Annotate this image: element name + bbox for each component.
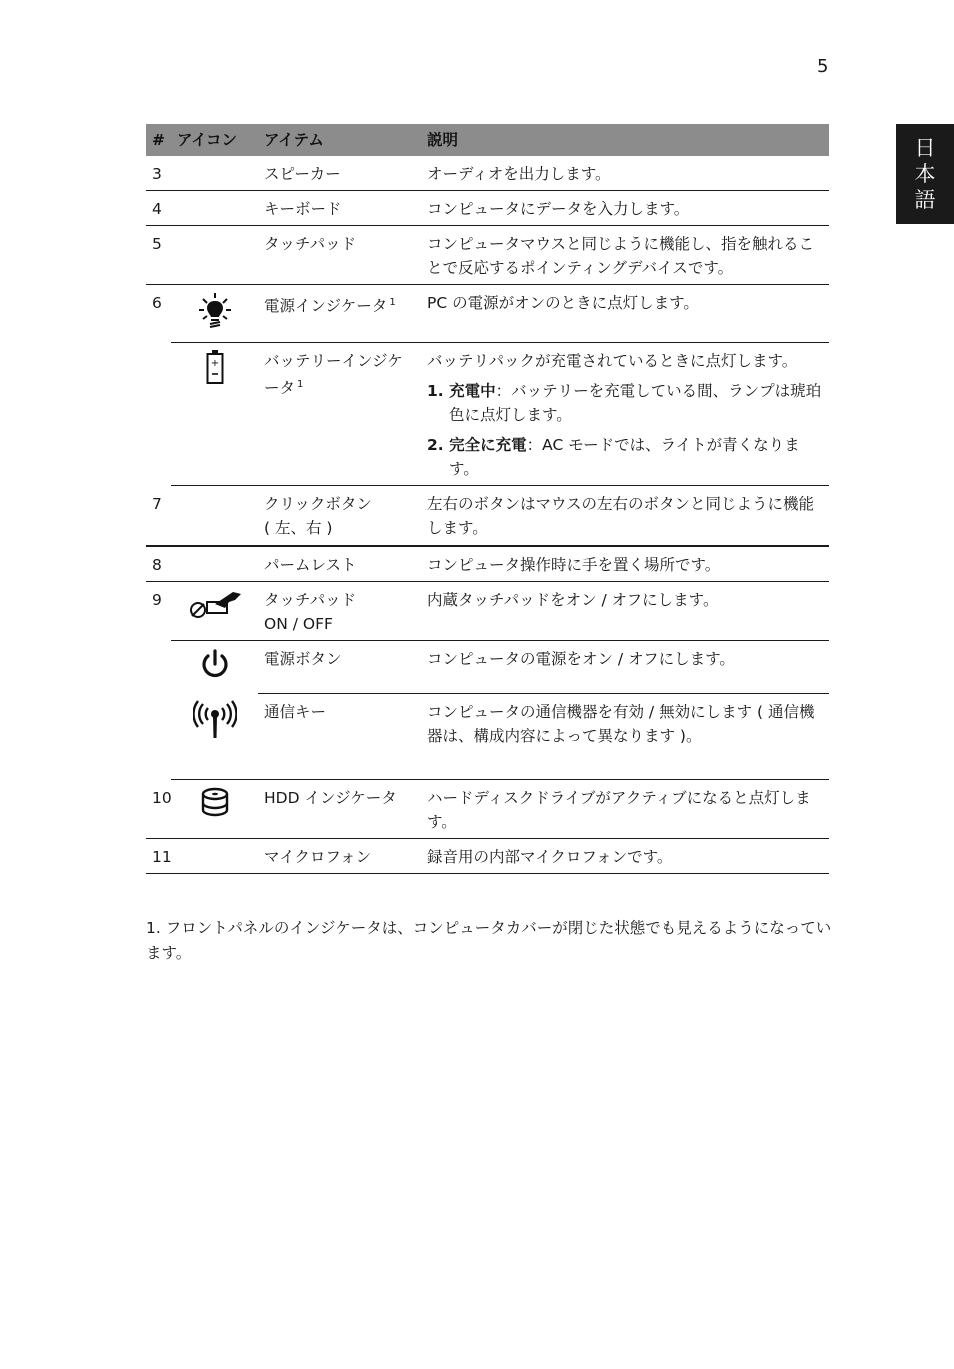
language-tab xyxy=(896,124,954,224)
table-row xyxy=(146,581,829,640)
power-indicator-icon xyxy=(198,291,232,331)
page-number: 5 xyxy=(817,56,829,77)
row-item: タッチパッド xyxy=(258,226,421,285)
note-label: 完全に充電 xyxy=(449,436,527,454)
power-button-icon xyxy=(198,647,232,683)
item-label: バッテリーインジケータ xyxy=(264,352,403,397)
row-item: パームレスト xyxy=(258,546,421,582)
row-desc: コンピュータの電源をオン / オフにします。 xyxy=(421,640,829,694)
row-item xyxy=(258,486,421,546)
header-icon: アイコン xyxy=(171,124,258,156)
table-row xyxy=(146,640,829,694)
footnote-ref: 1 xyxy=(297,379,304,390)
wireless-icon xyxy=(193,700,237,740)
item-label: クリックボタン xyxy=(264,495,372,513)
row-item: キーボード xyxy=(258,191,421,226)
desc-text: バッテリパックが充電されているときに点灯します。 xyxy=(427,352,798,370)
language-tab-char: 日 xyxy=(914,136,936,160)
row-num: 4 xyxy=(146,191,171,226)
touchpad-toggle-icon xyxy=(185,588,245,624)
item-label: 電源インジケータ xyxy=(264,297,388,315)
row-desc: 左右のボタンはマウスの左右のボタンと同じように機能します。 xyxy=(421,486,829,546)
table-row xyxy=(146,226,829,285)
row-desc: 録音用の内部マイクロフォンです。 xyxy=(421,839,829,874)
table-row xyxy=(146,486,829,546)
table-row xyxy=(146,694,829,780)
row-desc: PC の電源がオンのときに点灯します。 xyxy=(421,285,829,343)
row-num: 7 xyxy=(146,486,171,546)
row-desc: コンピュータ操作時に手を置く場所です。 xyxy=(421,546,829,582)
table-row xyxy=(146,191,829,226)
row-desc: コンピュータマウスと同じように機能し、指を触れることで反応するポインティングデバイスです。 xyxy=(421,226,829,285)
table-row xyxy=(146,343,829,486)
row-desc: コンピュータにデータを入力します。 xyxy=(421,191,829,226)
language-tab-char: 語 xyxy=(914,188,936,212)
svg-text:+: + xyxy=(210,358,219,369)
row-item xyxy=(258,285,421,343)
row-desc: 内蔵タッチパッドをオン / オフにします。 xyxy=(421,581,829,640)
item-label-line2: ( 左、右 ) xyxy=(264,519,333,537)
note-text: ：バッテリーを充電している間、ランプは琥珀色に点灯します。 xyxy=(449,382,822,424)
row-desc: ハードディスクドライブがアクティブになると点灯します。 xyxy=(421,780,829,839)
row-item: マイクロフォン xyxy=(258,839,421,874)
row-num: 9 xyxy=(152,590,162,609)
header-desc: 説明 xyxy=(421,124,829,156)
note-num: 2. xyxy=(427,436,444,454)
row-desc xyxy=(421,343,829,486)
battery-icon xyxy=(205,349,225,385)
table-header xyxy=(146,124,829,156)
footnote-ref: 1 xyxy=(389,297,396,308)
row-num: 5 xyxy=(146,226,171,285)
item-label: タッチパッド xyxy=(264,590,357,609)
table-row xyxy=(146,839,829,874)
note-label: 充電中 xyxy=(449,382,496,400)
table-row xyxy=(146,285,829,343)
row-num: 10 xyxy=(146,780,171,839)
row-num: 11 xyxy=(146,839,171,874)
header-num: # xyxy=(146,124,171,156)
row-num: 3 xyxy=(146,156,171,191)
table-row xyxy=(146,546,829,582)
battery-note xyxy=(427,379,823,427)
item-label-line2: ON / OFF xyxy=(264,614,333,633)
note-text: ：AC モードでは、ライトが青くなります。 xyxy=(449,436,800,478)
header-item: アイテム xyxy=(258,124,421,156)
footnote: 1. フロントパネルのインジケータは、コンピュータカバーが閉じた状態でも見えるようになっています。 xyxy=(146,919,832,962)
battery-note xyxy=(427,433,823,481)
row-item: HDD インジケータ xyxy=(258,780,421,839)
table-row xyxy=(146,780,829,839)
row-item xyxy=(258,343,421,486)
row-desc: オーディオを出力します。 xyxy=(421,156,829,191)
note-num: 1. xyxy=(427,382,444,400)
row-item xyxy=(258,581,421,640)
language-tab-char: 本 xyxy=(914,162,936,186)
components-table xyxy=(146,124,829,874)
row-item: 電源ボタン xyxy=(258,640,421,694)
row-item: スピーカー xyxy=(258,156,421,191)
row-num: 8 xyxy=(146,546,171,582)
hdd-icon xyxy=(200,786,230,818)
row-desc: コンピュータの通信機器を有効 / 無効にします ( 通信機器は、構成内容によって異なります )。 xyxy=(421,694,829,780)
row-num: 6 xyxy=(152,294,162,312)
row-item: 通信キー xyxy=(258,694,421,780)
table-row xyxy=(146,156,829,191)
